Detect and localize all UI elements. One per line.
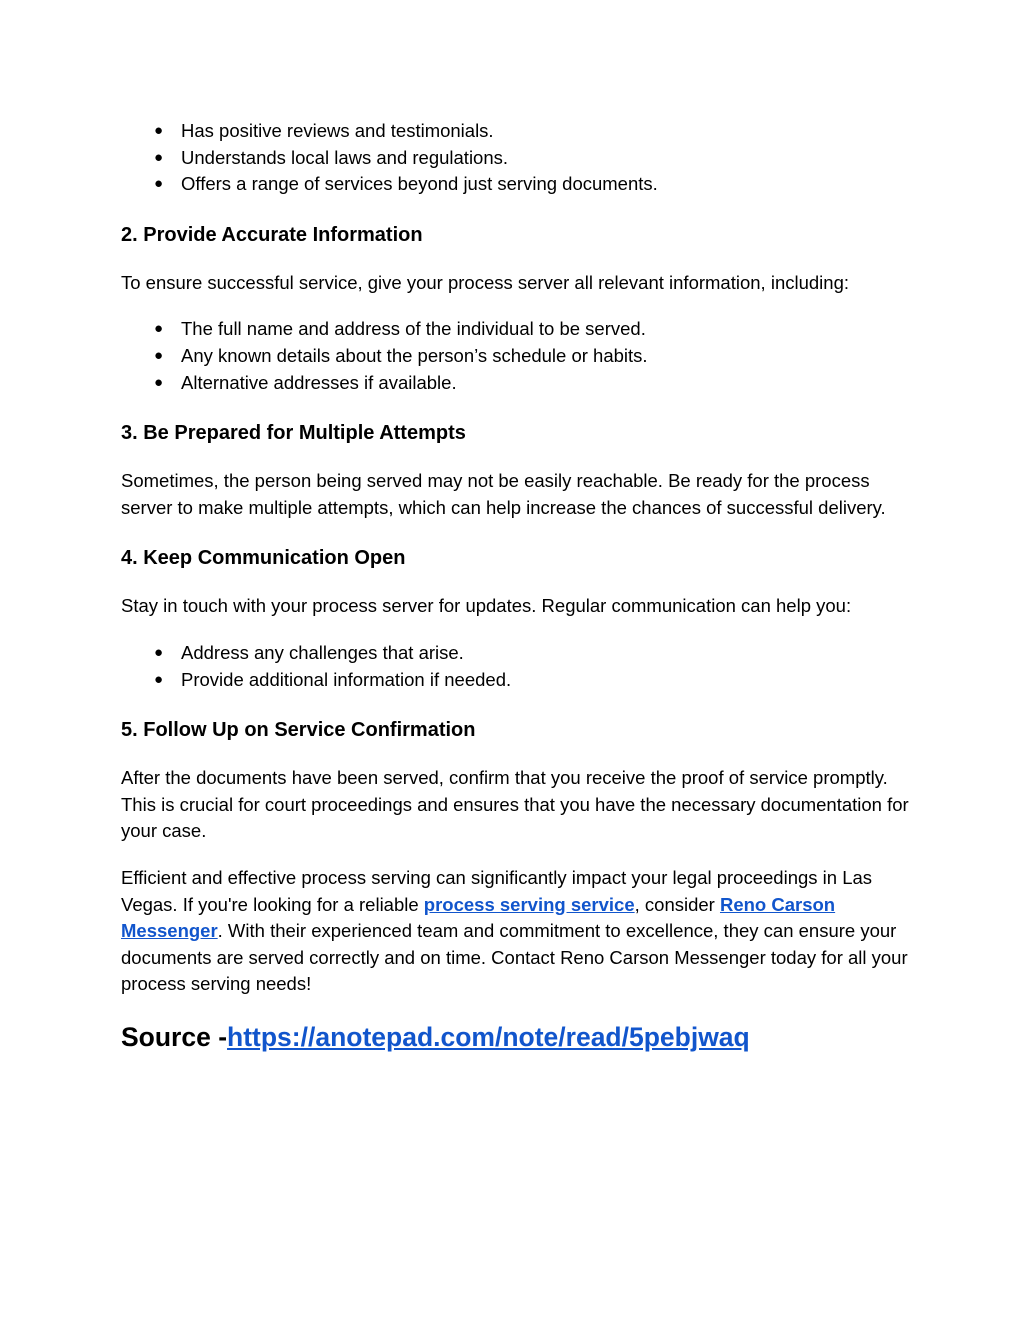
list-item — [121, 343, 911, 370]
bullet-icon: ● — [154, 346, 164, 364]
section2-paragraph: To ensure successful service, give your process server all relevant information, including: — [121, 271, 849, 293]
list-item-text: The full name and address of the individual to be served. — [181, 318, 646, 340]
section2-bullet-list — [121, 316, 911, 396]
bullet-icon: ● — [154, 670, 164, 688]
list-item — [121, 316, 911, 343]
list-item-text: Address any challenges that arise. — [181, 641, 464, 663]
section4-paragraph: Stay in touch with your process server for updates. Regular communication can help you: — [121, 595, 852, 617]
section4-bullet-list — [121, 640, 911, 693]
list-item — [121, 145, 911, 172]
section4-heading: 4. Keep Communication Open — [121, 547, 406, 570]
closing-text-start: Efficient and effective process serving can significantly impact your legal proceedings in Las Vegas. If you're looking for a reliable — [121, 866, 873, 915]
list-item-text: Understands local laws and regulations. — [181, 146, 509, 168]
bullet-icon: ● — [154, 175, 164, 193]
list-item-text: Offers a range of services beyond just serving documents. — [181, 173, 658, 195]
section5-heading: 5. Follow Up on Service Confirmation — [121, 719, 476, 742]
list-item — [121, 118, 911, 145]
list-item — [121, 171, 911, 198]
bullet-icon: ● — [154, 373, 164, 391]
source-label: Source - — [121, 1021, 228, 1052]
closing-text-middle: , consider — [634, 893, 720, 915]
closing-text-end: . With their experienced team and commitment to excellence, they can ensure your documents are served correctly and on time. Contact Reno Carson Messenger today for all your process serving needs! — [121, 920, 908, 995]
list-item-text: Provide additional information if needed. — [181, 668, 512, 690]
list-item-text: Alternative addresses if available. — [181, 371, 457, 393]
source-line — [121, 1020, 911, 1054]
section1-bullet-list — [121, 118, 911, 198]
list-item-text: Any known details about the person’s schedule or habits. — [181, 344, 648, 366]
list-item — [121, 667, 911, 694]
bullet-icon: ● — [154, 643, 164, 661]
bullet-icon: ● — [154, 148, 164, 166]
list-item — [121, 370, 911, 397]
section2-heading: 2. Provide Accurate Information — [121, 223, 423, 246]
document-content — [121, 118, 911, 1054]
source-link[interactable]: https://anotepad.com/note/read/5pebjwaq — [227, 1021, 750, 1052]
reno-carson-messenger-link[interactable]: Reno Carson Messenger — [121, 893, 836, 942]
process-serving-service-link[interactable]: process serving service — [423, 893, 635, 915]
bullet-icon: ● — [154, 122, 164, 139]
section3-paragraph: Sometimes, the person being served may not be easily reachable. Be ready for the process server to make multiple attempts, which can help increase the chances of successful delivery. — [121, 470, 886, 518]
closing-paragraph — [121, 865, 911, 998]
section5-paragraph: After the documents have been served, confirm that you receive the proof of service promptly. This is crucial for court proceedings and ensures that you have the necessary documentation for your case. — [121, 767, 909, 842]
section3-heading: 3. Be Prepared for Multiple Attempts — [121, 422, 466, 445]
list-item-text: Has positive reviews and testimonials. — [181, 120, 494, 141]
bullet-icon: ● — [154, 320, 164, 338]
list-item — [121, 640, 911, 667]
